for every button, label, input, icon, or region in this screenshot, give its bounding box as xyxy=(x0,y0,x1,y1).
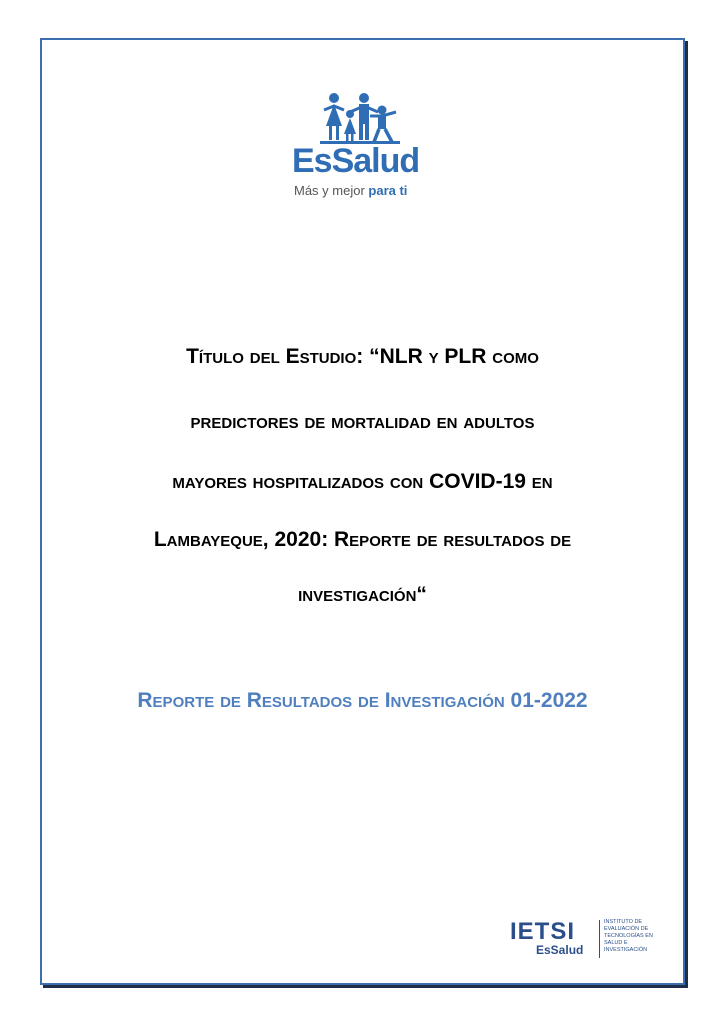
ietsi-desc-line: TECNOLOGÍAS EN xyxy=(604,933,653,939)
logo-tagline xyxy=(294,183,407,198)
title-line-1: Título del Estudio: “NLR y PLR como xyxy=(186,345,539,368)
ietsi-desc-line: INSTITUTO DE xyxy=(604,919,643,925)
title-line-4: Lambayeque, 2020: Reporte de resultados de xyxy=(153,528,572,551)
logo-tagline-emphasis: para ti xyxy=(368,183,408,198)
ietsi-wordmark: IETSI xyxy=(510,918,576,945)
ietsi-divider xyxy=(599,920,600,958)
title-line-2: predictores de mortalidad en adultos xyxy=(190,410,535,433)
ietsi-subtitle: EsSalud xyxy=(536,943,584,957)
title-line-3: mayores hospitalizados con COVID-19 en xyxy=(172,470,553,493)
report-number: Reporte de Resultados de Investigación 01-2022 xyxy=(137,689,588,712)
logo-wordmark: EsSalud xyxy=(292,142,420,180)
ietsi-desc-line: INVESTIGACIÓN xyxy=(604,947,648,953)
ietsi-desc-line: SALUD E xyxy=(604,940,628,946)
title-line-5: investigación“ xyxy=(298,583,427,606)
essalud-logo xyxy=(275,92,455,204)
ietsi-logo xyxy=(510,918,660,960)
ietsi-description xyxy=(604,919,664,954)
family-figures-icon xyxy=(320,92,400,144)
logo-tagline-start: Más y mejor xyxy=(294,183,369,198)
ietsi-desc-line: EVALUACIÓN DE xyxy=(604,926,649,932)
